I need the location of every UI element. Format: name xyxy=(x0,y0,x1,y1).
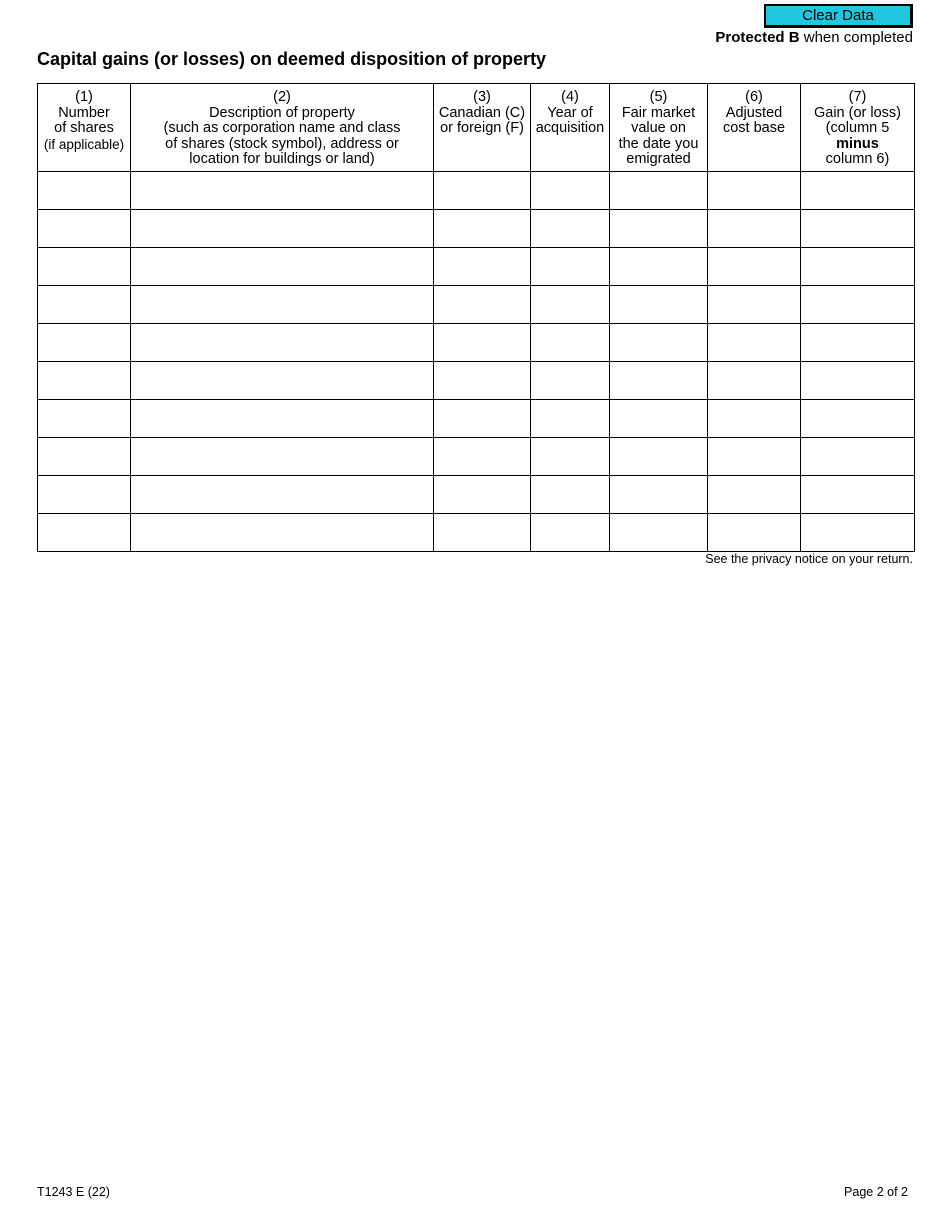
canadian-or-foreign-field[interactable] xyxy=(434,172,530,209)
table-cell xyxy=(801,362,915,400)
minus-keyword: minus xyxy=(836,135,879,152)
table-cell xyxy=(131,438,434,476)
adjusted-cost-base-field[interactable] xyxy=(708,286,800,323)
table-cell xyxy=(610,476,708,514)
adjusted-cost-base-field[interactable] xyxy=(708,324,800,361)
table-cell xyxy=(38,362,131,400)
col-2-line: location for buildings or land) xyxy=(189,151,375,167)
table-row xyxy=(38,210,915,248)
table-cell xyxy=(131,172,434,210)
gain-or-loss-field[interactable] xyxy=(801,248,914,285)
description-field[interactable] xyxy=(131,400,433,437)
year-of-acquisition-field[interactable] xyxy=(531,514,609,551)
year-of-acquisition-field[interactable] xyxy=(531,438,609,475)
table-cell xyxy=(434,324,531,362)
description-field[interactable] xyxy=(131,438,433,475)
fair-market-value-field[interactable] xyxy=(610,514,707,551)
table-cell xyxy=(38,476,131,514)
col-4-number: (4) xyxy=(561,89,579,105)
table-cell xyxy=(131,210,434,248)
table-cell xyxy=(38,400,131,438)
col-5-line: value on xyxy=(631,120,686,136)
fair-market-value-field[interactable] xyxy=(610,286,707,323)
table-cell xyxy=(801,400,915,438)
table-cell xyxy=(131,362,434,400)
description-field[interactable] xyxy=(131,286,433,323)
canadian-or-foreign-field[interactable] xyxy=(434,248,530,285)
description-field[interactable] xyxy=(131,324,433,361)
table-cell xyxy=(708,514,801,552)
year-of-acquisition-field[interactable] xyxy=(531,324,609,361)
table-cell xyxy=(38,248,131,286)
table-cell xyxy=(38,286,131,324)
table-cell xyxy=(610,172,708,210)
protected-b-notice xyxy=(715,29,913,47)
form-identifier: T1243 E (22) xyxy=(37,1185,110,1199)
col-3-header xyxy=(434,84,531,172)
col-6-header xyxy=(708,84,801,172)
canadian-or-foreign-field[interactable] xyxy=(434,362,530,399)
canadian-or-foreign-field[interactable] xyxy=(434,514,530,551)
gain-or-loss-field[interactable] xyxy=(801,324,914,361)
table-cell xyxy=(801,324,915,362)
adjusted-cost-base-field[interactable] xyxy=(708,514,800,551)
table-cell xyxy=(708,172,801,210)
fair-market-value-field[interactable] xyxy=(610,476,707,513)
table-cell xyxy=(38,210,131,248)
page-number: Page 2 of 2 xyxy=(844,1185,908,1199)
table-cell xyxy=(531,438,610,476)
col-7-header xyxy=(801,84,915,172)
adjusted-cost-base-field[interactable] xyxy=(708,172,800,209)
col-7-line: column 6) xyxy=(825,151,890,167)
description-field[interactable] xyxy=(131,210,433,247)
adjusted-cost-base-field[interactable] xyxy=(708,248,800,285)
col-1-header xyxy=(38,84,131,172)
table-cell xyxy=(610,362,708,400)
gain-or-loss-field[interactable] xyxy=(801,400,914,437)
adjusted-cost-base-field[interactable] xyxy=(708,438,800,475)
col-5-line: emigrated xyxy=(626,151,691,167)
col-4-line: acquisition xyxy=(535,120,605,136)
table-cell xyxy=(531,210,610,248)
gain-or-loss-field[interactable] xyxy=(801,438,914,475)
table-cell xyxy=(610,438,708,476)
table-cell xyxy=(531,172,610,210)
table-cell xyxy=(434,476,531,514)
table-cell xyxy=(708,400,801,438)
table-row xyxy=(38,362,915,400)
col-5-header xyxy=(610,84,708,172)
col-3-number: (3) xyxy=(473,89,491,105)
canadian-or-foreign-field[interactable] xyxy=(434,324,530,361)
fair-market-value-field[interactable] xyxy=(610,172,707,209)
description-field[interactable] xyxy=(131,362,433,399)
table-cell xyxy=(131,476,434,514)
year-of-acquisition-field[interactable] xyxy=(531,172,609,209)
number-of-shares-field[interactable] xyxy=(38,400,130,437)
table-cell xyxy=(708,286,801,324)
col-2-line: Description of property xyxy=(209,104,355,121)
fair-market-value-field[interactable] xyxy=(610,248,707,285)
col-5-number: (5) xyxy=(649,89,668,105)
adjusted-cost-base-field[interactable] xyxy=(708,210,800,247)
fair-market-value-field[interactable] xyxy=(610,210,707,247)
privacy-notice: See the privacy notice on your return. xyxy=(705,552,913,566)
col-6-line: cost base xyxy=(722,120,786,136)
table-row xyxy=(38,476,915,514)
table-cell xyxy=(434,400,531,438)
col-1-line: of shares xyxy=(54,120,114,136)
adjusted-cost-base-field[interactable] xyxy=(708,400,800,437)
table-cell xyxy=(801,172,915,210)
table-cell xyxy=(531,324,610,362)
table-cell xyxy=(708,248,801,286)
table-row xyxy=(38,400,915,438)
table-body xyxy=(38,172,915,552)
table-cell xyxy=(131,400,434,438)
gain-or-loss-field[interactable] xyxy=(801,172,914,209)
col-5-line: the date you xyxy=(618,135,699,152)
fair-market-value-field[interactable] xyxy=(610,400,707,437)
table-cell xyxy=(610,324,708,362)
gain-or-loss-field[interactable] xyxy=(801,286,914,323)
number-of-shares-field[interactable] xyxy=(38,476,130,513)
col-3-line: or foreign (F) xyxy=(440,120,524,136)
year-of-acquisition-field[interactable] xyxy=(531,248,609,285)
fair-market-value-field[interactable] xyxy=(610,324,707,361)
table-cell xyxy=(531,248,610,286)
page-title: Capital gains (or losses) on deemed disposition of property xyxy=(37,49,547,69)
property-table xyxy=(37,83,915,552)
table-cell xyxy=(434,172,531,210)
table-cell xyxy=(38,324,131,362)
description-field[interactable] xyxy=(131,172,433,209)
table-cell xyxy=(131,324,434,362)
table-cell xyxy=(610,286,708,324)
col-2-number: (2) xyxy=(273,89,291,105)
table-row xyxy=(38,286,915,324)
table-cell xyxy=(708,476,801,514)
col-4-line: Year of xyxy=(547,104,593,121)
col-4-header xyxy=(531,84,610,172)
table-cell xyxy=(131,286,434,324)
col-1-line: (if applicable) xyxy=(43,136,125,152)
col-6-number: (6) xyxy=(745,89,763,105)
table-cell xyxy=(434,514,531,552)
clear-data-button[interactable]: Clear Data xyxy=(764,4,913,28)
year-of-acquisition-field[interactable] xyxy=(531,362,609,399)
number-of-shares-field[interactable] xyxy=(38,210,130,247)
number-of-shares-field[interactable] xyxy=(38,286,130,323)
number-of-shares-field[interactable] xyxy=(38,362,130,399)
gain-or-loss-field[interactable] xyxy=(801,362,914,399)
year-of-acquisition-field[interactable] xyxy=(531,286,609,323)
table-row xyxy=(38,324,915,362)
table-cell xyxy=(38,438,131,476)
table-cell xyxy=(531,400,610,438)
table-cell xyxy=(610,210,708,248)
gain-or-loss-field[interactable] xyxy=(801,514,914,551)
col-2-line: of shares (stock symbol), address or xyxy=(165,135,399,152)
table-cell xyxy=(531,476,610,514)
table-cell xyxy=(434,210,531,248)
table-cell xyxy=(708,210,801,248)
col-7-line: (column 5 xyxy=(825,120,890,136)
table-header-row xyxy=(38,84,915,172)
table-cell xyxy=(531,514,610,552)
col-7-line xyxy=(801,137,914,153)
col-1-line: Number xyxy=(58,104,110,121)
adjusted-cost-base-field[interactable] xyxy=(708,362,800,399)
table-cell xyxy=(708,362,801,400)
table-cell xyxy=(801,514,915,552)
description-field[interactable] xyxy=(131,514,433,551)
canadian-or-foreign-field[interactable] xyxy=(434,400,530,437)
table-cell xyxy=(801,476,915,514)
canadian-or-foreign-field[interactable] xyxy=(434,438,530,475)
year-of-acquisition-field[interactable] xyxy=(531,210,609,247)
year-of-acquisition-field[interactable] xyxy=(531,476,609,513)
table-cell xyxy=(801,286,915,324)
adjusted-cost-base-field[interactable] xyxy=(708,476,800,513)
number-of-shares-field[interactable] xyxy=(38,324,130,361)
table-row xyxy=(38,248,915,286)
fair-market-value-field[interactable] xyxy=(610,362,707,399)
fair-market-value-field[interactable] xyxy=(610,438,707,475)
table-cell xyxy=(434,362,531,400)
table-cell xyxy=(801,438,915,476)
protected-b-suffix: when completed xyxy=(799,29,913,46)
col-1-number: (1) xyxy=(75,89,93,105)
table-cell xyxy=(708,324,801,362)
number-of-shares-field[interactable] xyxy=(38,514,130,551)
table-cell xyxy=(434,438,531,476)
number-of-shares-field[interactable] xyxy=(38,172,130,209)
table-cell xyxy=(708,438,801,476)
table-cell xyxy=(531,286,610,324)
table-cell xyxy=(131,514,434,552)
table-cell xyxy=(131,248,434,286)
number-of-shares-field[interactable] xyxy=(38,438,130,475)
table-cell xyxy=(434,248,531,286)
table-cell xyxy=(610,514,708,552)
table-cell xyxy=(38,514,131,552)
number-of-shares-field[interactable] xyxy=(38,248,130,285)
gain-or-loss-field[interactable] xyxy=(801,210,914,247)
description-field[interactable] xyxy=(131,248,433,285)
table-row xyxy=(38,172,915,210)
col-7-line: Gain (or loss) xyxy=(813,104,902,121)
table-cell xyxy=(610,400,708,438)
table-row xyxy=(38,438,915,476)
table-cell xyxy=(801,248,915,286)
table-cell xyxy=(531,362,610,400)
table-cell xyxy=(434,286,531,324)
year-of-acquisition-field[interactable] xyxy=(531,400,609,437)
gain-or-loss-field[interactable] xyxy=(801,476,914,513)
table-cell xyxy=(38,172,131,210)
table-cell xyxy=(610,248,708,286)
col-7-number: (7) xyxy=(848,89,867,105)
table-cell xyxy=(801,210,915,248)
table-row xyxy=(38,514,915,552)
col-5-line: Fair market xyxy=(621,104,696,121)
description-field[interactable] xyxy=(131,476,433,513)
col-3-line: Canadian (C) xyxy=(438,104,526,121)
col-2-header xyxy=(131,84,434,172)
canadian-or-foreign-field[interactable] xyxy=(434,210,530,247)
protected-b-label: Protected B xyxy=(715,29,800,46)
col-6-line: Adjusted xyxy=(725,104,783,121)
canadian-or-foreign-field[interactable] xyxy=(434,286,530,323)
col-2-line: (such as corporation name and class xyxy=(163,120,401,136)
canadian-or-foreign-field[interactable] xyxy=(434,476,530,513)
